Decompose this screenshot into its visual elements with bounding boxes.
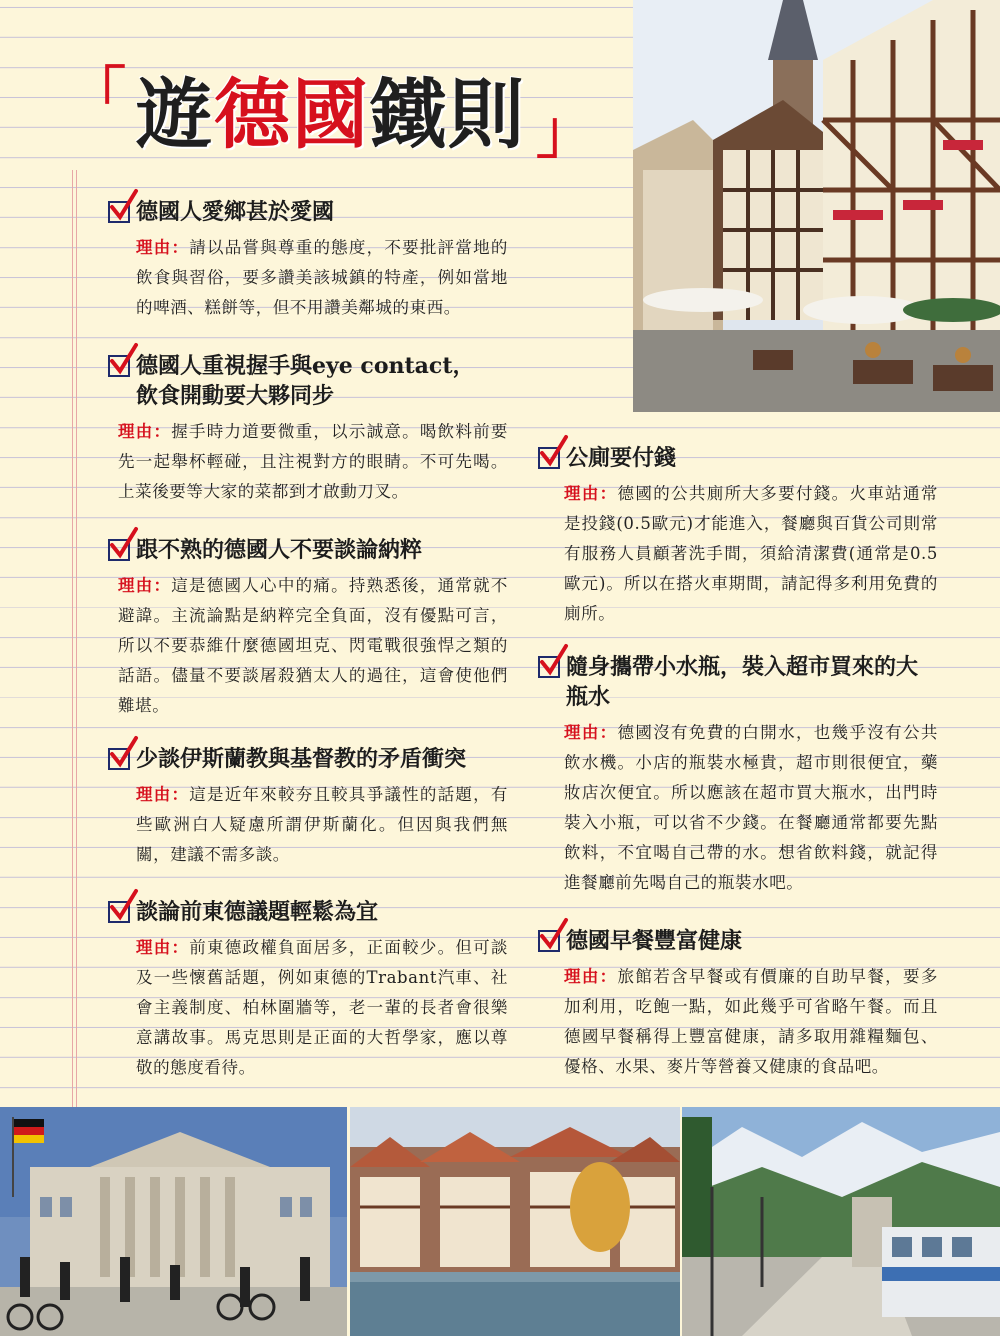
checkbox-icon [108,201,130,223]
rule-section-8 [538,926,938,1082]
reichstag-berlin-photo [0,1107,347,1336]
rule-reason [108,233,508,323]
rule-heading-text: 德國人重視握手與eye contact，飲食開動要大夥同步 [136,353,475,409]
title-bracket-close: 」 [536,98,595,166]
rule-heading [538,652,938,712]
rule-section-4 [108,744,508,870]
rule-heading-text: 德國早餐豐富健康 [566,928,743,954]
reason-label: 理由： [564,484,618,503]
rule-heading [538,926,938,956]
rule-heading [108,744,508,774]
title-part-3: 鐵則 [370,69,527,159]
reason-text: 這是近年來較夯且較具爭議性的話題，有些歐洲白人疑慮所謂伊斯蘭化。但因與我們無關，建議不需多談。 [136,785,508,864]
rule-heading-text: 談論前東德議題輕鬆為宜 [136,899,379,925]
rule-heading-text: 公廁要付錢 [566,445,677,471]
rule-heading-text: 少談伊斯蘭教與基督教的矛盾衝突 [136,746,467,772]
checkbox-icon [538,656,560,678]
title-bracket-open: 「 [68,60,127,128]
rule-reason [108,571,508,721]
rule-section-2 [108,351,508,507]
checkbox-icon [108,539,130,561]
rule-section-6 [538,443,938,629]
reason-label: 理由： [136,238,190,257]
margin-line [76,170,77,1110]
reason-text: 握手時力道要微重，以示誠意。喝飲料前要先一起舉杯輕碰，且注視對方的眼睛。不可先喝。上菜後要等大家的菜都到才啟動刀叉。 [118,422,508,501]
rule-heading [108,197,508,227]
rule-reason [538,479,938,629]
rule-heading [108,897,508,927]
rule-reason [538,718,938,898]
half-timbered-town-square-photo [633,0,1000,412]
rule-reason [108,417,508,507]
title-part-2: 德國 [214,69,371,159]
checkbox-icon [538,447,560,469]
reason-text: 前東德政權負面居多，正面較少。但可談及一些懷舊話題，例如東德的Trabant汽車、社會主義制度、柏林圍牆等，老一輩的長者會很樂意講故事。馬克思則是正面的大哲學家，應以尊敬的態度看待。 [136,938,508,1077]
reason-label: 理由： [564,967,618,986]
page-title [68,58,595,166]
checkbox-icon [538,930,560,952]
reason-label: 理由： [136,785,190,804]
rule-heading [108,535,508,565]
rule-heading [538,443,938,473]
checkbox-icon [108,901,130,923]
rule-reason [108,780,508,870]
reason-text: 旅館若含早餐或有價廉的自助早餐，要多加利用，吃飽一點，如此幾乎可省略午餐。而且德國早餐稱得上豐富健康，請多取用雜糧麵包、優格、水果、麥片等營養又健康的食品吧。 [564,967,938,1076]
reason-label: 理由： [118,576,172,595]
rule-section-1 [108,197,508,323]
reason-label: 理由： [118,422,172,441]
checkbox-icon [108,748,130,770]
rule-reason [538,962,938,1082]
title-part-1: 遊 [136,69,215,159]
rule-section-3 [108,535,508,721]
riverside-old-town-photo [350,1107,680,1336]
rule-section-7 [538,652,938,898]
margin-line [72,170,73,1110]
reason-label: 理由： [564,723,618,742]
alpine-railway-station-photo [682,1107,1000,1336]
rule-heading [108,351,508,411]
reason-label: 理由： [136,938,190,957]
checkbox-icon [108,355,130,377]
reason-text: 這是德國人心中的痛。持熟悉後，通常就不避諱。主流論點是納粹完全負面，沒有優點可言，所以不要恭維什麼德國坦克、閃電戰很強悍之類的話語。儘量不要談屠殺猶太人的過往，這會使他們難堪。 [118,576,508,715]
rule-reason [108,933,508,1083]
rule-heading-text: 隨身攜帶小水瓶，裝入超市買來的大瓶水 [566,654,919,710]
rule-heading-text: 跟不熟的德國人不要談論納粹 [136,537,423,563]
reason-text: 德國的公共廁所大多要付錢。火車站通常是投錢(0.5歐元)才能進入，餐廳與百貨公司則常有服務人員顧著洗手間，須給清潔費(通常是0.5歐元)。所以在搭火車期間，請記得多利用免費的廁所。 [564,484,938,623]
reason-text: 請以品嘗與尊重的態度，不要批評當地的飲食與習俗，要多讚美該城鎮的特產，例如當地的啤酒、糕餅等，但不用讚美鄰城的東西。 [136,238,508,317]
rule-heading-text: 德國人愛鄉甚於愛國 [136,199,335,225]
rule-section-5 [108,897,508,1083]
reason-text: 德國沒有免費的白開水，也幾乎沒有公共飲水機。小店的瓶裝水極貴，超市則很便宜，藥妝店次便宜。所以應該在超市買大瓶水，出門時裝入小瓶，可以省不少錢。在餐廳通常都要先點飲料，不宜喝自己帶的水。想省飲料錢，就記得進餐廳前先喝自己的瓶裝水吧。 [564,723,938,892]
